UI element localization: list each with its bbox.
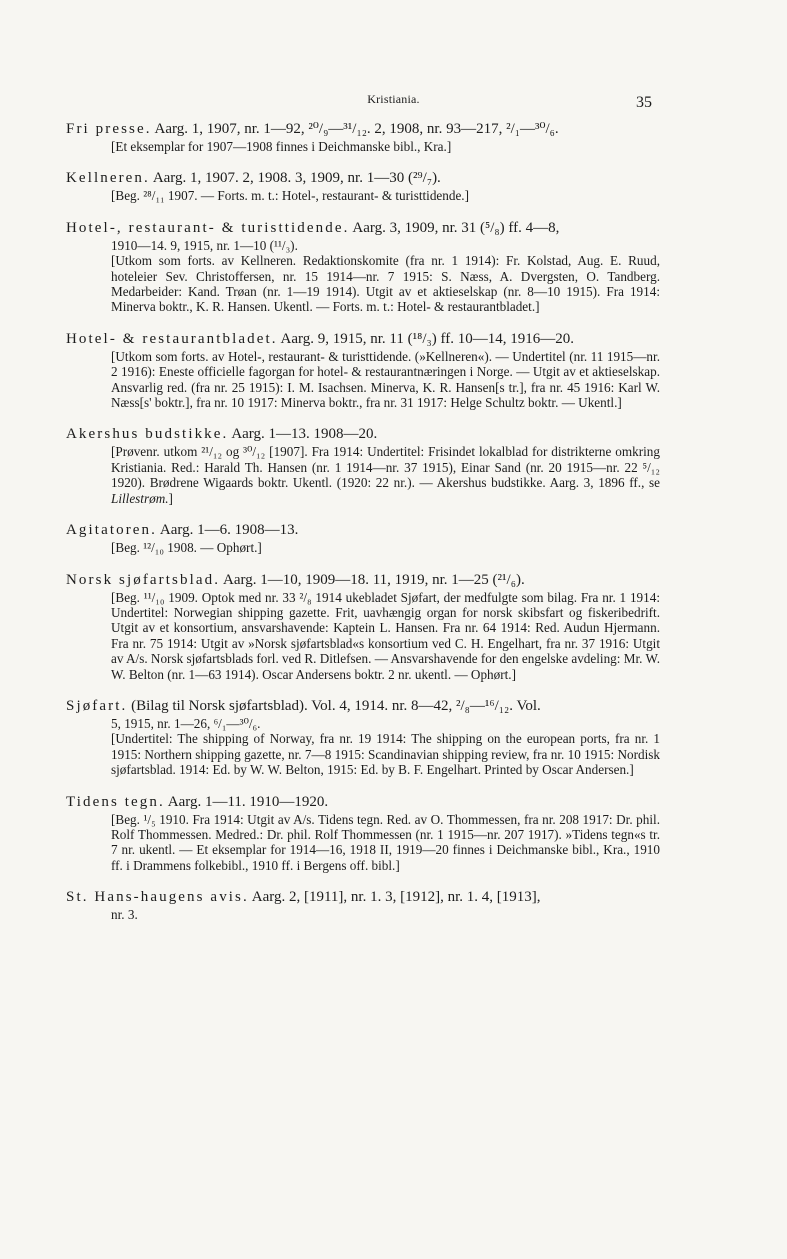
running-title: Kristiania. <box>367 92 420 106</box>
entry-note: [Beg. ²⁸/₁₁ 1907. — Forts. m. t.: Hotel-, restaurant- & turisttidende.] <box>111 188 470 204</box>
entry-note: [Utkom som forts. av Kellneren. Redaktionskomite (fra nr. 1 1914): Fr. Kolstad, Aug. E. Ruud, hoteleier Sev. Christoffersen, nr. 15 1914—nr. 7 1915: S. Næss, A. Dvergsten, O. Tandberg. Medarbeider: Kand. Trøan (nr. 1—19 1914). Utgit av et aktieselskap (nr. 8—10 1915). Fra 1914: Minerva boktr., K. R. Hansen. Ukentl. — Forts. m. t.: Hotel- & restaurantbladet.] <box>111 253 660 315</box>
entry-heading <box>66 220 660 237</box>
entry-continuation: 5, 1915, nr. 1—26, ⁶/₁—³⁰/₆. <box>111 715 261 731</box>
entry-title: Sjøfart. <box>66 697 128 714</box>
entry-title: Akershus budstikke. <box>66 426 229 443</box>
see-reference-close: ] <box>168 490 173 506</box>
entry-fri-presse <box>66 121 660 154</box>
entry-heading-details: Aarg. 1—11. 1910—1920. <box>164 793 329 810</box>
entry-note: [Beg. ¹¹/₁₀ 1909. Optok med nr. 33 ²/₈ 1914 ukebladet Sjøfart, der medfulgte som bilag. Fra nr. 1 1914: Undertitel: Norwegian shipping gazette. Frit, uavhængig organ for norsk skibsfart og fiskeribedrift. Utgit av et konsortium, ansvarshavende: Kaptein L. Hansen. Fra nr. 64 1914: Red. Audun Hjermann. Fra nr. 75 1914: Utgit av »Norsk sjøfartsblad«s konsortium ved C. H. Engelhart, fra nr. 37 1916: Utgit av A/s. Norsk sjøfartsblads forl. ved R. Ditlefsen. — Ansvarshavende for den engelske avdeling: Mr. W. W. Belton (nr. 1—63 1914). Oscar Andersens boktr. 2 nr. ukentl. — Ophørt.] <box>111 589 661 682</box>
entry-title: Fri presse. <box>66 121 152 137</box>
entry-title: Agitatoren. <box>66 522 157 539</box>
entry-title: Tidens tegn. <box>66 793 165 810</box>
entry-heading-details: Aarg. 3, 1909, nr. 31 (⁵/₈) ff. 4—8, <box>349 219 560 236</box>
entries-list <box>66 121 660 939</box>
page-number: 35 <box>636 94 652 111</box>
entry-heading-details: Aarg. 1, 1907. 2, 1908. 3, 1909, nr. 1—30 (²⁹/₇). <box>149 170 441 187</box>
entry-heading-details: Aarg. 1—6. 1908—13. <box>157 522 299 539</box>
entry-note-text: [Prøvenr. utkom ²¹/₁₂ og ³⁰/₁₂ [1907]. Fra 1914: Undertitel: Frisindet lokalblad for distrikterne omkring Kristiania. Red.: Harald Th. Hansen (nr. 1 1914—nr. 37 1915), Einar Sand (nr. 20 1915—nr. 22 ⁵/₁₂ 1920). Brødrene Wigaards boktr. Ukentl. (1920: 22 nr.). — Akershus budstikke. Aarg. 3, 1896 ff., se <box>111 444 660 491</box>
entry-tidens-tegn <box>66 794 660 874</box>
entry-title: Hotel-, restaurant- & turisttidende. <box>66 219 350 236</box>
entry-note: [Et eksemplar for 1907—1908 finnes i Deichmanske bibl., Kra.] <box>111 139 452 154</box>
entry-note: [Beg. ¹²/₁₀ 1908. — Ophørt.] <box>111 540 262 556</box>
entry-heading <box>66 572 660 589</box>
entry-heading-details: (Bilag til Norsk sjøfartsblad). Vol. 4, 1914. nr. 8—42, ²/₈—¹⁶/₁₂. Vol. <box>127 697 541 714</box>
entry-continuation: nr. 3. <box>111 907 138 923</box>
entry-sjofart <box>66 698 660 778</box>
entry-hotel-restaurant-turisttidende <box>66 220 660 315</box>
entry-heading-details: Aarg. 2, [1911], nr. 1. 3, [1912], nr. 1. 4, [1913], <box>248 889 541 906</box>
entry-hotel-restaurantbladet <box>66 331 660 411</box>
entry-note <box>66 444 660 506</box>
entry-heading <box>66 121 660 138</box>
entry-heading <box>66 170 660 187</box>
entry-note: [Undertitel: The shipping of Norway, fra nr. 19 1914: The shipping on the european ports, fra nr. 1 1915: Northern shipping gazette, nr. 7—8 1915: Scandinavian shipping review, fra nr. 10 1915: Nordisk sjøfartsblad. 1914: Ed. by W. W. Belton, 1915: Ed. by B. F. Engelhart. Printed by Oscar Andersen.] <box>111 731 660 778</box>
see-reference: Lillestrøm. <box>111 490 169 506</box>
entry-kellneren <box>66 170 660 203</box>
entry-heading-details: Aarg. 1, 1907, nr. 1—92, ²⁰/₉—³¹/₁₂. 2, 1908, nr. 93—217, ²/₁—³⁰/₆. <box>151 121 559 137</box>
entry-title: Norsk sjøfartsblad. <box>66 571 221 588</box>
entry-heading <box>66 889 660 906</box>
entry-heading <box>66 426 660 443</box>
entry-heading <box>66 331 660 348</box>
entry-continuation: 1910—14. 9, 1915, nr. 1—10 (¹¹/₃). <box>111 237 298 253</box>
entry-note: [Beg. ¹/₅ 1910. Fra 1914: Utgit av A/s. Tidens tegn. Red. av O. Thommessen, fra nr. 208 1917: Dr. phil. Rolf Thommessen. Medred.: Dr. phil. Rolf Thommessen (nr. 1 1915—nr. 207 1917). »Tidens tegn«s tr. 7 nr. ukentl. — Et eksemplar for 1914—16, 1918 II, 1919—20 finnes i Deichmanske bibl., Kra., 1910 ff. i Drammens folkebibl., 1910 ff. i Bergens off. bibl.] <box>111 811 660 873</box>
entry-heading <box>66 522 660 539</box>
entry-heading <box>66 794 660 811</box>
entry-st-hans-haugens-avis <box>66 889 660 922</box>
entry-akershus-budstikke <box>66 426 660 506</box>
entry-note: [Utkom som forts. av Hotel-, restaurant- & turisttidende. (»Kellneren«). — Undertitel (nr. 11 1915—nr. 2 1916): Eneste officielle fagorgan for hotel- & restaurantnæringen i Norge. — Utgit av et aktieselskap. Ansvarlig red. (fra nr. 25 1915): I. M. Isachsen. Minerva, K. R. Hansen[s tr.], fra nr. 45 1916: Karl W. Næss[s' boktr.], fra nr. 10 1917: Minerva boktr., fra nr. 31 1917: Helge Schultz boktr. — Ukentl.] <box>111 348 660 411</box>
entry-title: Hotel- & restaurantbladet. <box>66 330 278 347</box>
entry-heading-details: Aarg. 1—13. 1908—20. <box>228 426 378 443</box>
entry-agitatoren <box>66 522 660 555</box>
entry-heading-details: Aarg. 1—10, 1909—18. 11, 1919, nr. 1—25 (²¹/₆). <box>220 571 525 588</box>
entry-title: St. Hans-haugens avis. <box>66 889 249 906</box>
entry-heading <box>66 698 660 715</box>
entry-norsk-sjofartsblad <box>66 572 660 682</box>
entry-title: Kellneren. <box>66 170 150 187</box>
entry-heading-details: Aarg. 9, 1915, nr. 11 (¹⁸/₃) ff. 10—14, 1916—20. <box>277 330 574 347</box>
